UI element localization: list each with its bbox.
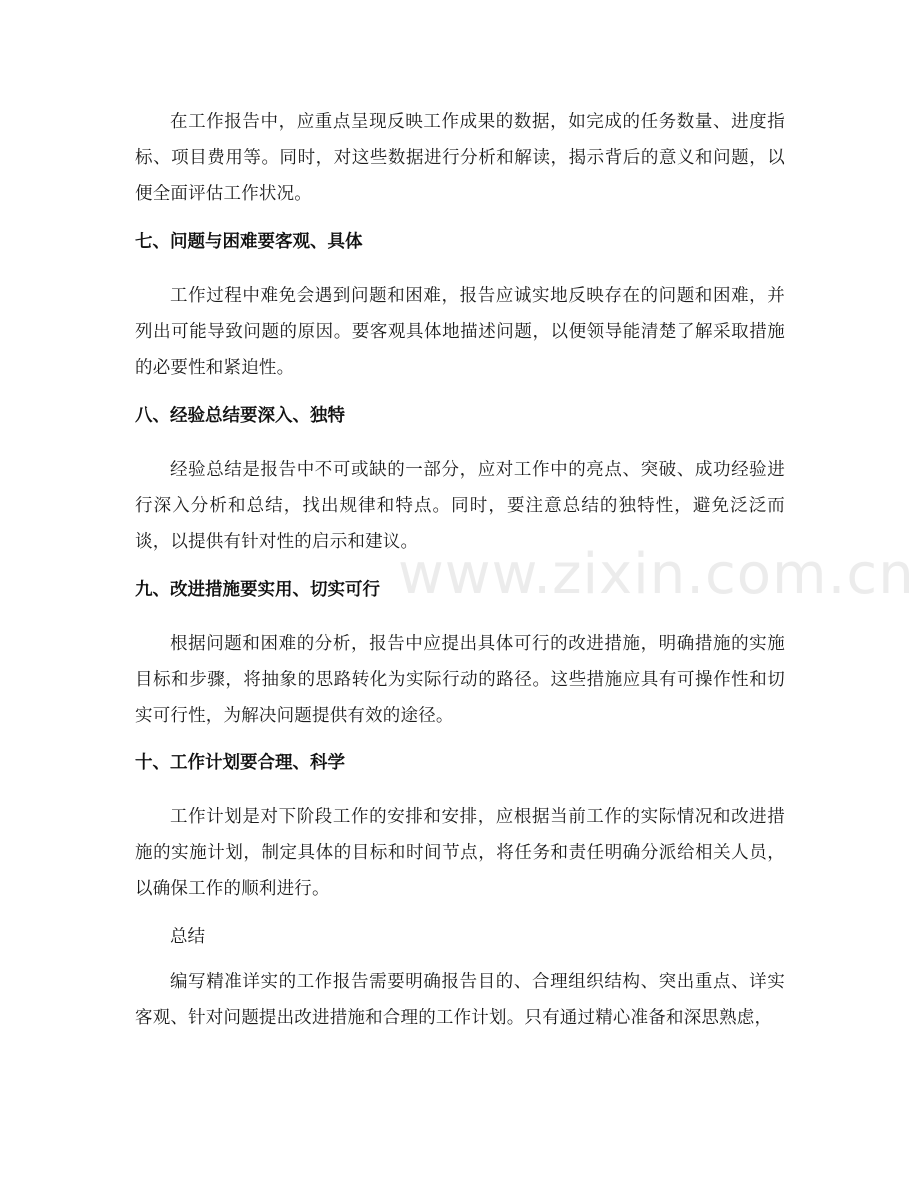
heading-section-10: 十、工作计划要合理、科学	[135, 753, 345, 773]
paragraph-data-presentation: 在工作报告中，应重点呈现反映工作成果的数据，如完成的任务数量、进度指标、项目费用等。同时，对这些数据进行分析和解读，揭示背后的意义和问题，以便全面评估工作状况。	[135, 112, 785, 204]
heading-section-9: 九、改进措施要实用、切实可行	[135, 580, 380, 600]
paragraph-improvements: 根据问题和困难的分析，报告中应提出具体可行的改进措施，明确措施的实施目标和步骤，将抽象的思路转化为实际行动的路径。这些措施应具有可操作性和切实可行性，为解决问题提供有效的途径。	[135, 634, 785, 726]
heading-section-8: 八、经验总结要深入、独特	[135, 406, 345, 426]
paragraph-problems: 工作过程中难免会遇到问题和困难，报告应诚实地反映存在的问题和困难，并列出可能导致问题的原因。要客观具体地描述问题，以便领导能清楚了解采取措施的必要性和紧迫性。	[135, 286, 785, 378]
paragraph-experience: 经验总结是报告中不可或缺的一部分，应对工作中的亮点、突破、成功经验进行深入分析和总结，找出规律和特点。同时，要注意总结的独特性，避免泛泛而谈，以提供有针对性的启示和建议。	[135, 460, 785, 552]
watermark: www.zixin.com.cn	[398, 542, 915, 607]
summary-label: 总结	[170, 927, 205, 947]
heading-section-7: 七、问题与困难要客观、具体	[135, 232, 363, 252]
paragraph-work-plan: 工作计划是对下阶段工作的安排和安排，应根据当前工作的实际情况和改进措施的实施计划，制定具体的目标和时间节点，将任务和责任明确分派给相关人员，以确保工作的顺利进行。	[135, 807, 785, 899]
paragraph-summary: 编写精准详实的工作报告需要明确报告目的、合理组织结构、突出重点、详实客观、针对问题提出改进措施和合理的工作计划。只有通过精心准备和深思熟虑，	[135, 972, 785, 1028]
